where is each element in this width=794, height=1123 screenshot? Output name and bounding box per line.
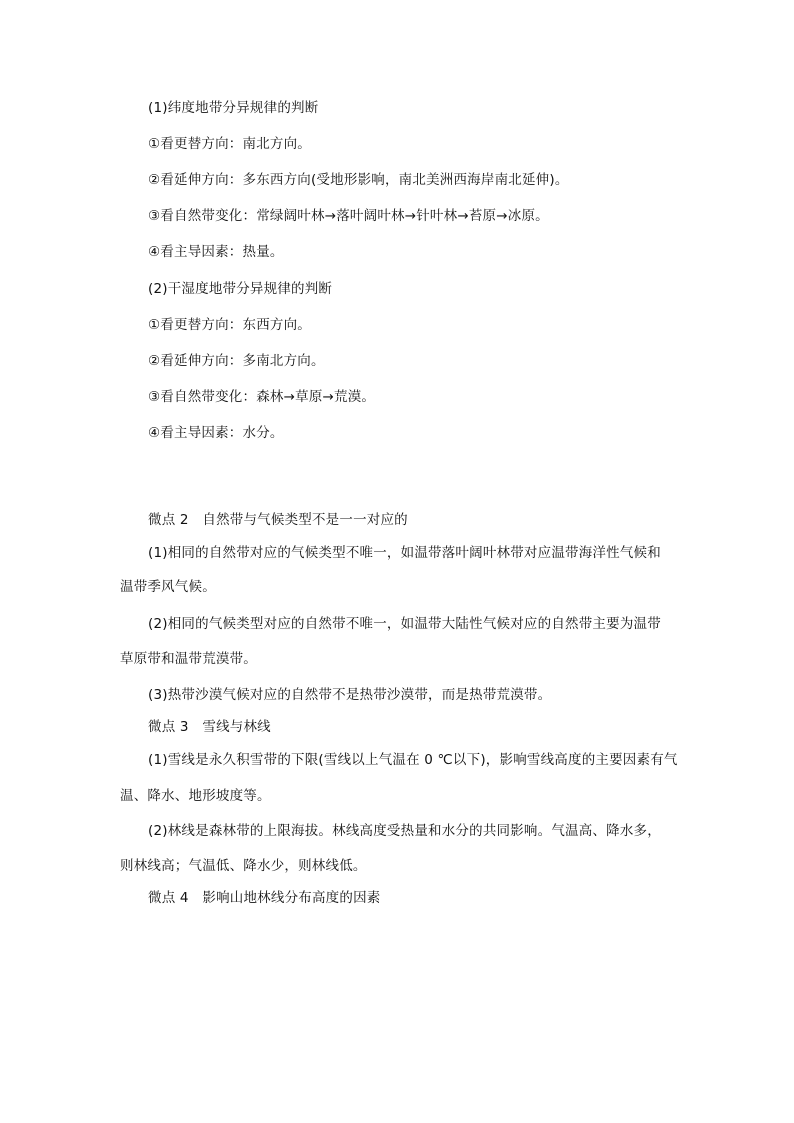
latitude-heading: (1)纬度地带分异规律的判断 <box>148 100 319 116</box>
point3-paragraph-2-line-1: (2)林线是森林带的上限海拔。林线高度受热量和水分的共同影响。气温高、降水多， <box>148 823 661 839</box>
latitude-item-4: ④看主导因素：热量。 <box>148 244 284 260</box>
latitude-item-1: ①看更替方向：南北方向。 <box>148 136 312 152</box>
point2-paragraph-2-line-1: (2)相同的气候类型对应的自然带不唯一，如温带大陆性气候对应的自然带主要为温带 <box>148 616 661 632</box>
moisture-item-3: ③看自然带变化：森林→草原→荒漠。 <box>148 389 376 405</box>
point2-paragraph-2-line-2: 草原带和温带荒漠带。 <box>120 651 257 667</box>
moisture-item-1: ①看更替方向：东西方向。 <box>148 317 312 333</box>
moisture-item-4: ④看主导因素：水分。 <box>148 425 284 441</box>
point2-paragraph-1-line-1: (1)相同的自然带对应的气候类型不唯一，如温带落叶阔叶林带对应温带海洋性气候和 <box>148 545 661 561</box>
point2-paragraph-1-line-2: 温带季风气候。 <box>120 579 216 595</box>
moisture-heading: (2)干湿度地带分异规律的判断 <box>148 281 333 297</box>
point2-title: 微点 2 自然带与气候类型不是一一对应的 <box>148 512 408 528</box>
point3-title: 微点 3 雪线与林线 <box>148 719 271 735</box>
point3-paragraph-1-line-2: 温、降水、地形坡度等。 <box>120 788 271 804</box>
latitude-item-2: ②看延伸方向：多东西方向(受地形影响，南北美洲西海岸南北延伸)。 <box>148 172 569 188</box>
point4-title: 微点 4 影响山地林线分布高度的因素 <box>148 890 381 906</box>
point3-paragraph-2-line-2: 则林线高；气温低、降水少，则林线低。 <box>120 858 367 874</box>
point3-paragraph-1-line-1: (1)雪线是永久积雪带的下限(雪线以上气温在 0 ℃以下)，影响雪线高度的主要因素有气 <box>148 752 678 768</box>
moisture-item-2: ②看延伸方向：多南北方向。 <box>148 353 325 369</box>
point2-paragraph-3: (3)热带沙漠气候对应的自然带不是热带沙漠带，而是热带荒漠带。 <box>148 687 552 703</box>
latitude-item-3: ③看自然带变化：常绿阔叶林→落叶阔叶林→针叶林→苔原→冰原。 <box>148 208 549 224</box>
